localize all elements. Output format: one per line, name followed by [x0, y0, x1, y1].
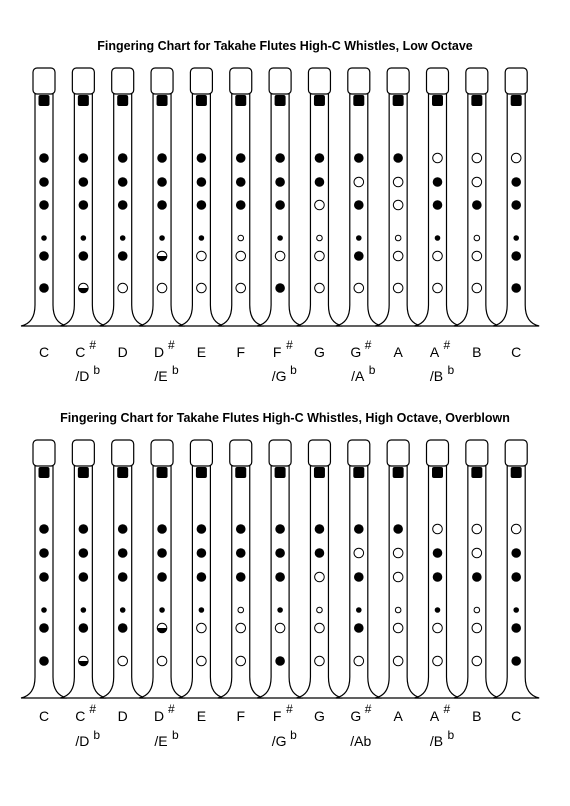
finger-hole-closed [433, 548, 443, 558]
finger-hole-open [433, 656, 443, 666]
finger-hole-closed [39, 177, 49, 187]
finger-hole-open [354, 656, 364, 666]
finger-hole-open [474, 607, 480, 613]
note-label: F [236, 708, 246, 724]
note-label: F [272, 708, 282, 724]
sharp-sign: # [89, 702, 97, 716]
note-label: A [393, 344, 403, 360]
finger-hole-open [472, 283, 482, 293]
whistle [100, 440, 146, 698]
sharp-sign: # [89, 338, 97, 352]
mouthpiece-cap [427, 440, 449, 466]
sharp-sign: # [364, 338, 372, 352]
whistle [139, 68, 185, 326]
finger-hole-closed [275, 200, 285, 210]
finger-hole-closed [157, 524, 167, 534]
finger-hole-open [315, 251, 325, 261]
enharmonic-label: /B [429, 368, 444, 384]
whistle [100, 68, 146, 326]
mouthpiece-cap [308, 68, 330, 94]
finger-hole-closed [236, 200, 246, 210]
finger-hole-closed [197, 572, 207, 582]
finger-hole-closed [157, 177, 167, 187]
finger-hole-open [393, 177, 403, 187]
finger-hole-closed [511, 572, 521, 582]
finger-hole-closed [39, 548, 49, 558]
window-labium [117, 467, 128, 478]
window-labium [275, 467, 286, 478]
whistle [493, 440, 539, 698]
window-labium [157, 95, 168, 106]
finger-hole-closed [511, 251, 521, 261]
enharmonic-label: /Ab [350, 733, 372, 749]
finger-hole-half [157, 623, 167, 633]
finger-hole-closed [41, 235, 47, 241]
finger-hole-closed [39, 623, 49, 633]
note-label: C [511, 344, 522, 360]
mouthpiece-cap [33, 440, 55, 466]
note-label: C [75, 344, 86, 360]
window-labium [393, 467, 404, 478]
flat-sign: b [290, 363, 297, 377]
finger-hole-closed [513, 607, 519, 613]
whistle [375, 68, 421, 326]
finger-hole-closed [79, 623, 89, 633]
finger-hole-closed [118, 251, 128, 261]
note-label: C [38, 708, 50, 724]
finger-hole-closed [79, 177, 89, 187]
finger-hole-closed [79, 251, 89, 261]
finger-hole-open [157, 656, 167, 666]
finger-hole-open [118, 656, 128, 666]
finger-hole-closed [472, 572, 482, 582]
mouthpiece-cap [348, 440, 370, 466]
window-labium [39, 467, 50, 478]
finger-hole-closed [433, 200, 443, 210]
whistle [493, 68, 539, 326]
note-label: A [429, 344, 440, 360]
finger-hole-closed [236, 153, 246, 163]
finger-hole-closed [41, 607, 47, 613]
finger-hole-open [472, 656, 482, 666]
finger-hole-closed [315, 548, 325, 558]
finger-hole-closed [39, 572, 49, 582]
finger-hole-closed [356, 607, 362, 613]
finger-hole-closed [39, 656, 49, 666]
low-octave-title: Fingering Chart for Takahe Flutes High-C Whistles, Low Octave [97, 39, 473, 53]
finger-hole-closed [197, 548, 207, 558]
finger-hole-closed [79, 153, 89, 163]
finger-hole-closed [39, 251, 49, 261]
finger-hole-closed [157, 200, 167, 210]
enharmonic-label: /B [429, 733, 444, 749]
finger-hole-open [474, 235, 480, 241]
finger-hole-closed [511, 656, 521, 666]
sharp-sign: # [286, 338, 293, 352]
finger-hole-open [238, 607, 244, 613]
finger-hole-open [275, 623, 285, 633]
whistle [336, 440, 382, 698]
finger-hole-closed [81, 235, 87, 241]
mouthpiece-cap [387, 68, 409, 94]
window-labium [511, 95, 522, 106]
high-octave-title: Fingering Chart for Takahe Flutes High-C Whistles, High Octave, Overblown [60, 411, 510, 425]
finger-hole-open [197, 251, 207, 261]
note-label: A [429, 708, 440, 724]
sharp-sign: # [443, 338, 451, 352]
window-labium [235, 95, 246, 106]
finger-hole-open [315, 200, 325, 210]
finger-hole-closed [236, 548, 246, 558]
mouthpiece-cap [151, 440, 173, 466]
window-labium [314, 467, 325, 478]
finger-hole-closed [433, 177, 443, 187]
finger-hole-closed [81, 607, 87, 613]
mouthpiece-cap [33, 68, 55, 94]
note-label: D [117, 344, 128, 360]
mouthpiece-cap [112, 68, 134, 94]
finger-hole-open [354, 177, 364, 187]
note-label: D [153, 344, 165, 360]
finger-hole-closed [197, 153, 207, 163]
finger-hole-open [472, 548, 482, 558]
finger-hole-open [472, 623, 482, 633]
enharmonic-label: /G [271, 368, 287, 384]
mouthpiece-cap [308, 440, 330, 466]
sharp-sign: # [364, 702, 372, 716]
whistle [296, 68, 342, 326]
whistle [415, 440, 461, 698]
flat-sign: b [447, 363, 455, 377]
finger-hole-closed [354, 200, 364, 210]
finger-hole-open [238, 235, 244, 241]
mouthpiece-cap [190, 68, 212, 94]
whistle [218, 440, 264, 698]
whistle [139, 440, 185, 698]
note-label: E [196, 708, 207, 724]
flat-sign: b [447, 728, 455, 742]
finger-hole-closed [118, 177, 128, 187]
finger-hole-open [393, 656, 403, 666]
mouthpiece-cap [269, 68, 291, 94]
finger-hole-closed [159, 607, 165, 613]
finger-hole-open [236, 251, 246, 261]
finger-hole-closed [236, 572, 246, 582]
window-labium [432, 95, 443, 106]
finger-hole-half [79, 656, 89, 666]
finger-hole-closed [157, 153, 167, 163]
whistle [375, 440, 421, 698]
finger-hole-open [315, 283, 325, 293]
whistle [178, 68, 224, 326]
finger-hole-closed [511, 623, 521, 633]
sharp-sign: # [168, 702, 175, 716]
finger-hole-open [472, 524, 482, 534]
whistle [178, 440, 224, 698]
window-labium [353, 95, 364, 106]
finger-hole-closed [277, 607, 283, 613]
mouthpiece-cap [348, 68, 370, 94]
finger-hole-open [315, 572, 325, 582]
whistle [21, 68, 67, 326]
finger-hole-closed [511, 177, 521, 187]
finger-hole-closed [275, 283, 285, 293]
mouthpiece-cap [72, 68, 94, 94]
finger-hole-closed [275, 548, 285, 558]
mouthpiece-cap [230, 68, 252, 94]
enharmonic-label: /D [75, 368, 90, 384]
whistle [454, 68, 500, 326]
finger-hole-open [433, 623, 443, 633]
window-labium [353, 467, 364, 478]
flat-sign: b [368, 363, 376, 377]
finger-hole-open [472, 177, 482, 187]
finger-hole-closed [118, 200, 128, 210]
finger-hole-open [118, 283, 128, 293]
finger-hole-closed [275, 153, 285, 163]
finger-hole-closed [433, 572, 443, 582]
flat-sign: b [290, 728, 297, 742]
finger-hole-open [433, 251, 443, 261]
finger-hole-open [393, 283, 403, 293]
finger-hole-open [393, 200, 403, 210]
whistle [415, 68, 461, 326]
finger-hole-closed [159, 235, 165, 241]
mouthpiece-cap [230, 440, 252, 466]
enharmonic-label: /D [75, 733, 90, 749]
finger-hole-closed [511, 200, 521, 210]
finger-hole-open [354, 548, 364, 558]
finger-hole-open [511, 524, 521, 534]
finger-hole-closed [120, 607, 126, 613]
finger-hole-open [393, 548, 403, 558]
mouthpiece-cap [151, 68, 173, 94]
flat-sign: b [172, 363, 179, 377]
window-labium [157, 467, 168, 478]
finger-hole-closed [39, 524, 49, 534]
window-labium [511, 467, 522, 478]
finger-hole-open [236, 656, 246, 666]
window-labium [235, 467, 246, 478]
finger-hole-open [472, 251, 482, 261]
enharmonic-label: /E [154, 733, 168, 749]
finger-hole-open [236, 623, 246, 633]
sharp-sign: # [286, 702, 293, 716]
flat-sign: b [93, 728, 101, 742]
finger-hole-closed [315, 524, 325, 534]
finger-hole-open [395, 607, 401, 613]
window-labium [471, 467, 482, 478]
window-labium [314, 95, 325, 106]
finger-hole-closed [354, 623, 364, 633]
mouthpiece-cap [466, 68, 488, 94]
window-labium [393, 95, 404, 106]
finger-hole-closed [275, 524, 285, 534]
finger-hole-closed [118, 572, 128, 582]
note-label: B [472, 708, 482, 724]
note-label: G [314, 344, 325, 360]
finger-hole-closed [197, 177, 207, 187]
finger-hole-closed [79, 572, 89, 582]
finger-hole-closed [157, 572, 167, 582]
mouthpiece-cap [112, 440, 134, 466]
finger-hole-closed [39, 200, 49, 210]
finger-hole-closed [39, 153, 49, 163]
finger-hole-closed [472, 200, 482, 210]
window-labium [196, 95, 207, 106]
finger-hole-closed [354, 153, 364, 163]
note-label: C [38, 344, 50, 360]
finger-hole-open [393, 572, 403, 582]
finger-hole-closed [236, 524, 246, 534]
note-label: E [196, 344, 207, 360]
finger-hole-open [317, 235, 323, 241]
finger-hole-open [393, 623, 403, 633]
sharp-sign: # [168, 338, 175, 352]
finger-hole-closed [356, 235, 362, 241]
whistle [257, 68, 303, 326]
whistle [257, 440, 303, 698]
finger-hole-closed [39, 283, 49, 293]
finger-hole-closed [199, 607, 205, 613]
enharmonic-label: /G [271, 733, 287, 749]
finger-hole-closed [199, 235, 205, 241]
note-label: B [472, 344, 482, 360]
finger-hole-open [315, 623, 325, 633]
mouthpiece-cap [387, 440, 409, 466]
flat-sign: b [172, 728, 179, 742]
finger-hole-closed [79, 200, 89, 210]
finger-hole-open [236, 283, 246, 293]
note-label: F [236, 344, 246, 360]
window-labium [432, 467, 443, 478]
finger-hole-open [472, 153, 482, 163]
finger-hole-open [511, 153, 521, 163]
finger-hole-closed [513, 235, 519, 241]
finger-hole-open [315, 656, 325, 666]
note-label: C [75, 708, 86, 724]
finger-hole-closed [118, 524, 128, 534]
finger-hole-half [157, 251, 167, 261]
enharmonic-label: /E [154, 368, 168, 384]
note-label: C [511, 708, 522, 724]
finger-hole-open [317, 607, 323, 613]
mouthpiece-cap [269, 440, 291, 466]
high-octave-fingering-chart [0, 403, 570, 806]
finger-hole-closed [120, 235, 126, 241]
enharmonic-label: /A [351, 368, 365, 384]
whistle [296, 440, 342, 698]
finger-hole-open [393, 251, 403, 261]
finger-hole-closed [277, 235, 283, 241]
mouthpiece-cap [505, 68, 527, 94]
mouthpiece-cap [72, 440, 94, 466]
finger-hole-closed [435, 235, 441, 241]
whistle [21, 440, 67, 698]
mouthpiece-cap [505, 440, 527, 466]
finger-hole-closed [118, 153, 128, 163]
finger-hole-closed [275, 656, 285, 666]
note-label: D [117, 708, 128, 724]
finger-hole-closed [354, 251, 364, 261]
finger-hole-closed [511, 548, 521, 558]
finger-hole-open [433, 283, 443, 293]
finger-hole-open [197, 283, 207, 293]
whistle [60, 68, 106, 326]
note-label: G [350, 344, 362, 360]
window-labium [78, 467, 89, 478]
window-labium [117, 95, 128, 106]
window-labium [275, 95, 286, 106]
sharp-sign: # [443, 702, 451, 716]
note-label: G [350, 708, 362, 724]
whistle [336, 68, 382, 326]
note-label: G [314, 708, 325, 724]
finger-hole-closed [354, 572, 364, 582]
finger-hole-closed [315, 177, 325, 187]
finger-hole-closed [354, 524, 364, 534]
finger-hole-closed [275, 572, 285, 582]
window-labium [39, 95, 50, 106]
finger-hole-closed [315, 153, 325, 163]
window-labium [78, 95, 89, 106]
finger-hole-closed [236, 177, 246, 187]
note-label: A [393, 708, 403, 724]
finger-hole-open [433, 153, 443, 163]
whistle [218, 68, 264, 326]
finger-hole-closed [511, 283, 521, 293]
finger-hole-closed [393, 524, 403, 534]
finger-hole-open [354, 283, 364, 293]
finger-hole-closed [118, 548, 128, 558]
finger-hole-open [157, 283, 167, 293]
whistle [454, 440, 500, 698]
finger-hole-closed [118, 623, 128, 633]
finger-hole-closed [197, 524, 207, 534]
mouthpiece-cap [190, 440, 212, 466]
mouthpiece-cap [466, 440, 488, 466]
flat-sign: b [93, 363, 101, 377]
window-labium [196, 467, 207, 478]
note-label: F [272, 344, 282, 360]
mouthpiece-cap [427, 68, 449, 94]
finger-hole-open [395, 235, 401, 241]
finger-hole-open [197, 656, 207, 666]
finger-hole-closed [79, 524, 89, 534]
finger-hole-closed [435, 607, 441, 613]
finger-hole-closed [157, 548, 167, 558]
finger-hole-closed [79, 548, 89, 558]
finger-hole-closed [393, 153, 403, 163]
finger-hole-closed [197, 200, 207, 210]
finger-hole-half [79, 283, 89, 293]
whistle [60, 440, 106, 698]
note-label: D [153, 708, 165, 724]
finger-hole-open [433, 524, 443, 534]
finger-hole-open [275, 251, 285, 261]
finger-hole-closed [275, 177, 285, 187]
window-labium [471, 95, 482, 106]
finger-hole-open [197, 623, 207, 633]
